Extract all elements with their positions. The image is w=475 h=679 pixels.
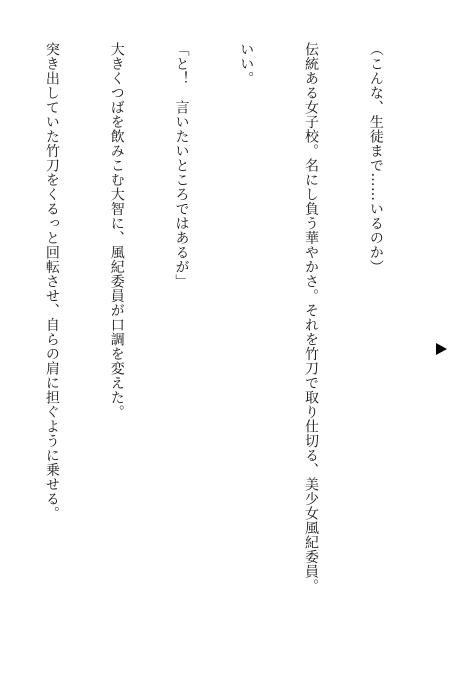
next-page-arrow-icon[interactable] [436,343,447,355]
text-line: 大きくつばを飲みこむ大智に、風紀委員が口調を変えた。 [108,42,125,419]
text-line: いい。 [238,42,255,86]
text-line: 「と！ 言いたいところではあるが」 [173,42,190,289]
text-line: （こんな、生徒まで……いるのか） [367,42,384,274]
vertical-text-body [0,42,429,642]
text-line: 突き出していた竹刀をくるっと回転させ、自らの肩に担ぐように乗せる。 [43,42,60,521]
text-line: 伝統ある女子校。名にし負う華やかさ。それを竹刀で取り仕切る、美少女風紀委員。 [303,42,320,593]
